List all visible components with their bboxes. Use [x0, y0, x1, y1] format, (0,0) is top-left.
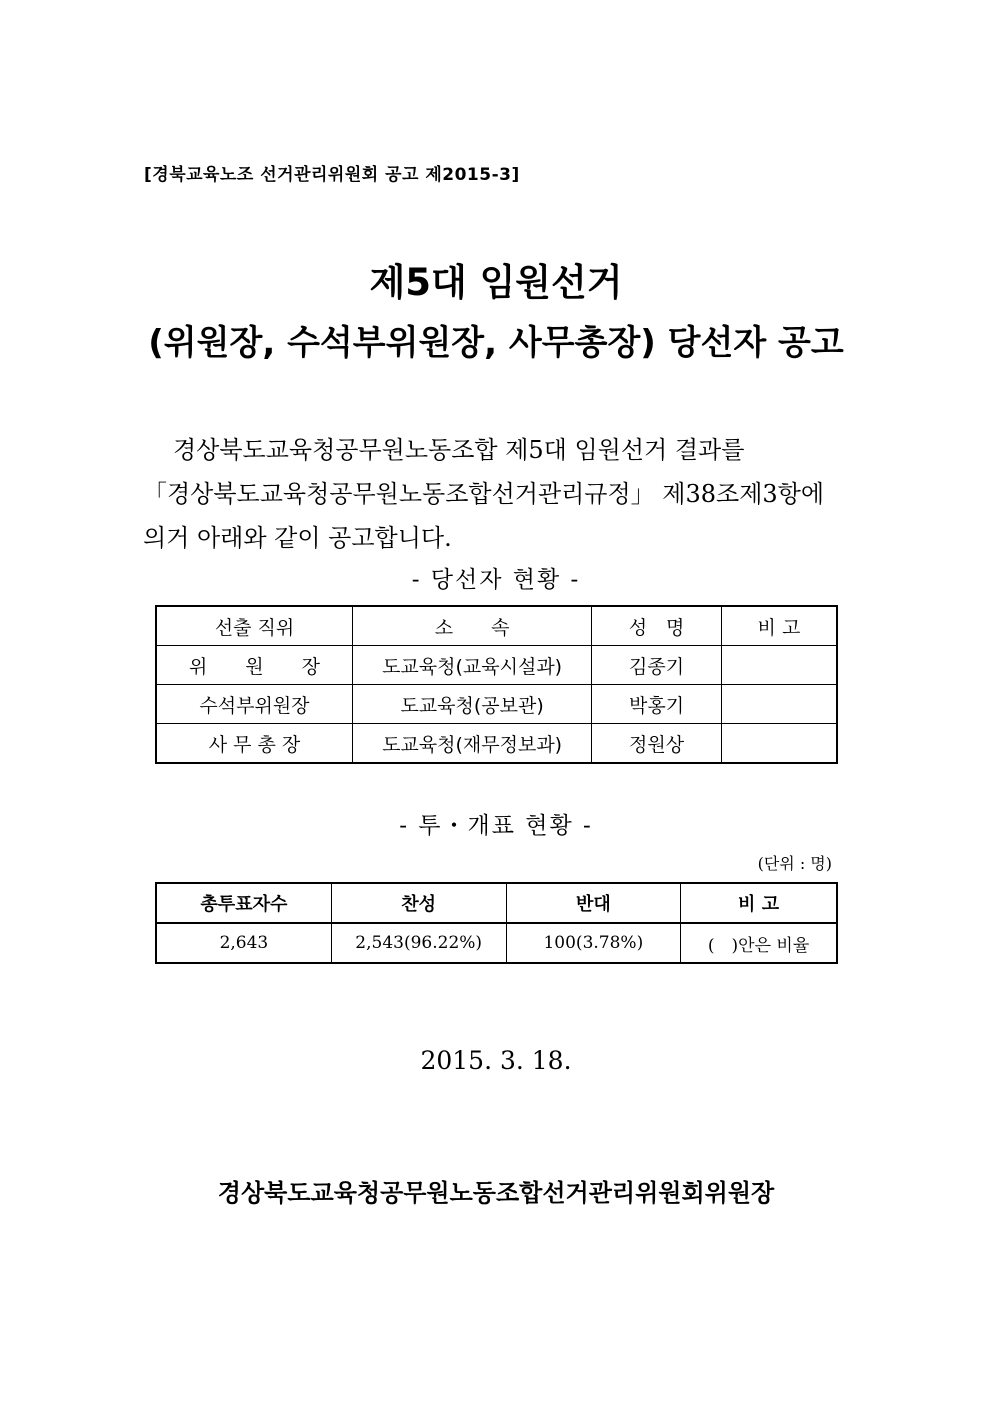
cell-affiliation: 도교육청(교육시설과) [352, 646, 591, 685]
cell-name: 정원상 [592, 724, 722, 764]
cell-oppose: 100(3.78%) [506, 923, 681, 963]
header-position: 선출 직위 [156, 606, 352, 646]
announcement-date: 2015. 3. 18. [420, 1046, 572, 1075]
announcement-body [143, 428, 863, 560]
winners-section-title: - 당선자 현황 - [411, 567, 581, 593]
header-affiliation: 소 속 [352, 606, 591, 646]
body-line-1: 경상북도교육청공무원노동조합 제5대 임원선거 결과를 [173, 436, 745, 464]
header-total-voters: 총투표자수 [156, 883, 331, 923]
cell-remarks [721, 646, 837, 685]
signer: 경상북도교육청공무원노동조합선거관리위원회위원장 [217, 1178, 775, 1207]
header-approve: 찬성 [331, 883, 506, 923]
header-name: 성 명 [592, 606, 722, 646]
table-header-row [156, 883, 837, 923]
header-oppose: 반대 [506, 883, 681, 923]
votes-table [155, 882, 838, 964]
unit-note: (단위 : 명) [757, 854, 832, 873]
cell-remarks [721, 724, 837, 764]
table-row [156, 923, 837, 963]
table-header-row [156, 606, 837, 646]
notice-number: [경북교육노조 선거관리위원회 공고 제2015-3] [144, 165, 520, 185]
body-line-2: 「경상북도교육청공무원노동조합선거관리규정」 제38조제3항에 [143, 480, 825, 508]
cell-approve: 2,543(96.22%) [331, 923, 506, 963]
table-row [156, 724, 837, 764]
cell-total-voters: 2,643 [156, 923, 331, 963]
header-remarks: 비 고 [681, 883, 837, 923]
body-line-3: 의거 아래와 같이 공고합니다. [143, 524, 452, 552]
table-row [156, 646, 837, 685]
cell-affiliation: 도교육청(공보관) [352, 685, 591, 724]
cell-remarks [721, 685, 837, 724]
cell-position: 수석부위원장 [156, 685, 352, 724]
document-title: 제5대 임원선거 [369, 261, 623, 304]
cell-name: 김종기 [592, 646, 722, 685]
cell-affiliation: 도교육청(재무정보과) [352, 724, 591, 764]
document-subtitle: (위원장, 수석부위원장, 사무총장) 당선자 공고 [148, 323, 844, 363]
cell-position: 사 무 총 장 [156, 724, 352, 764]
votes-section-title: - 투・개표 현황 - [399, 813, 593, 839]
header-remarks: 비 고 [721, 606, 837, 646]
cell-remarks: ( )안은 비율 [681, 923, 837, 963]
table-row [156, 685, 837, 724]
cell-position: 위 원 장 [156, 646, 352, 685]
winners-table [155, 605, 838, 764]
cell-name: 박홍기 [592, 685, 722, 724]
